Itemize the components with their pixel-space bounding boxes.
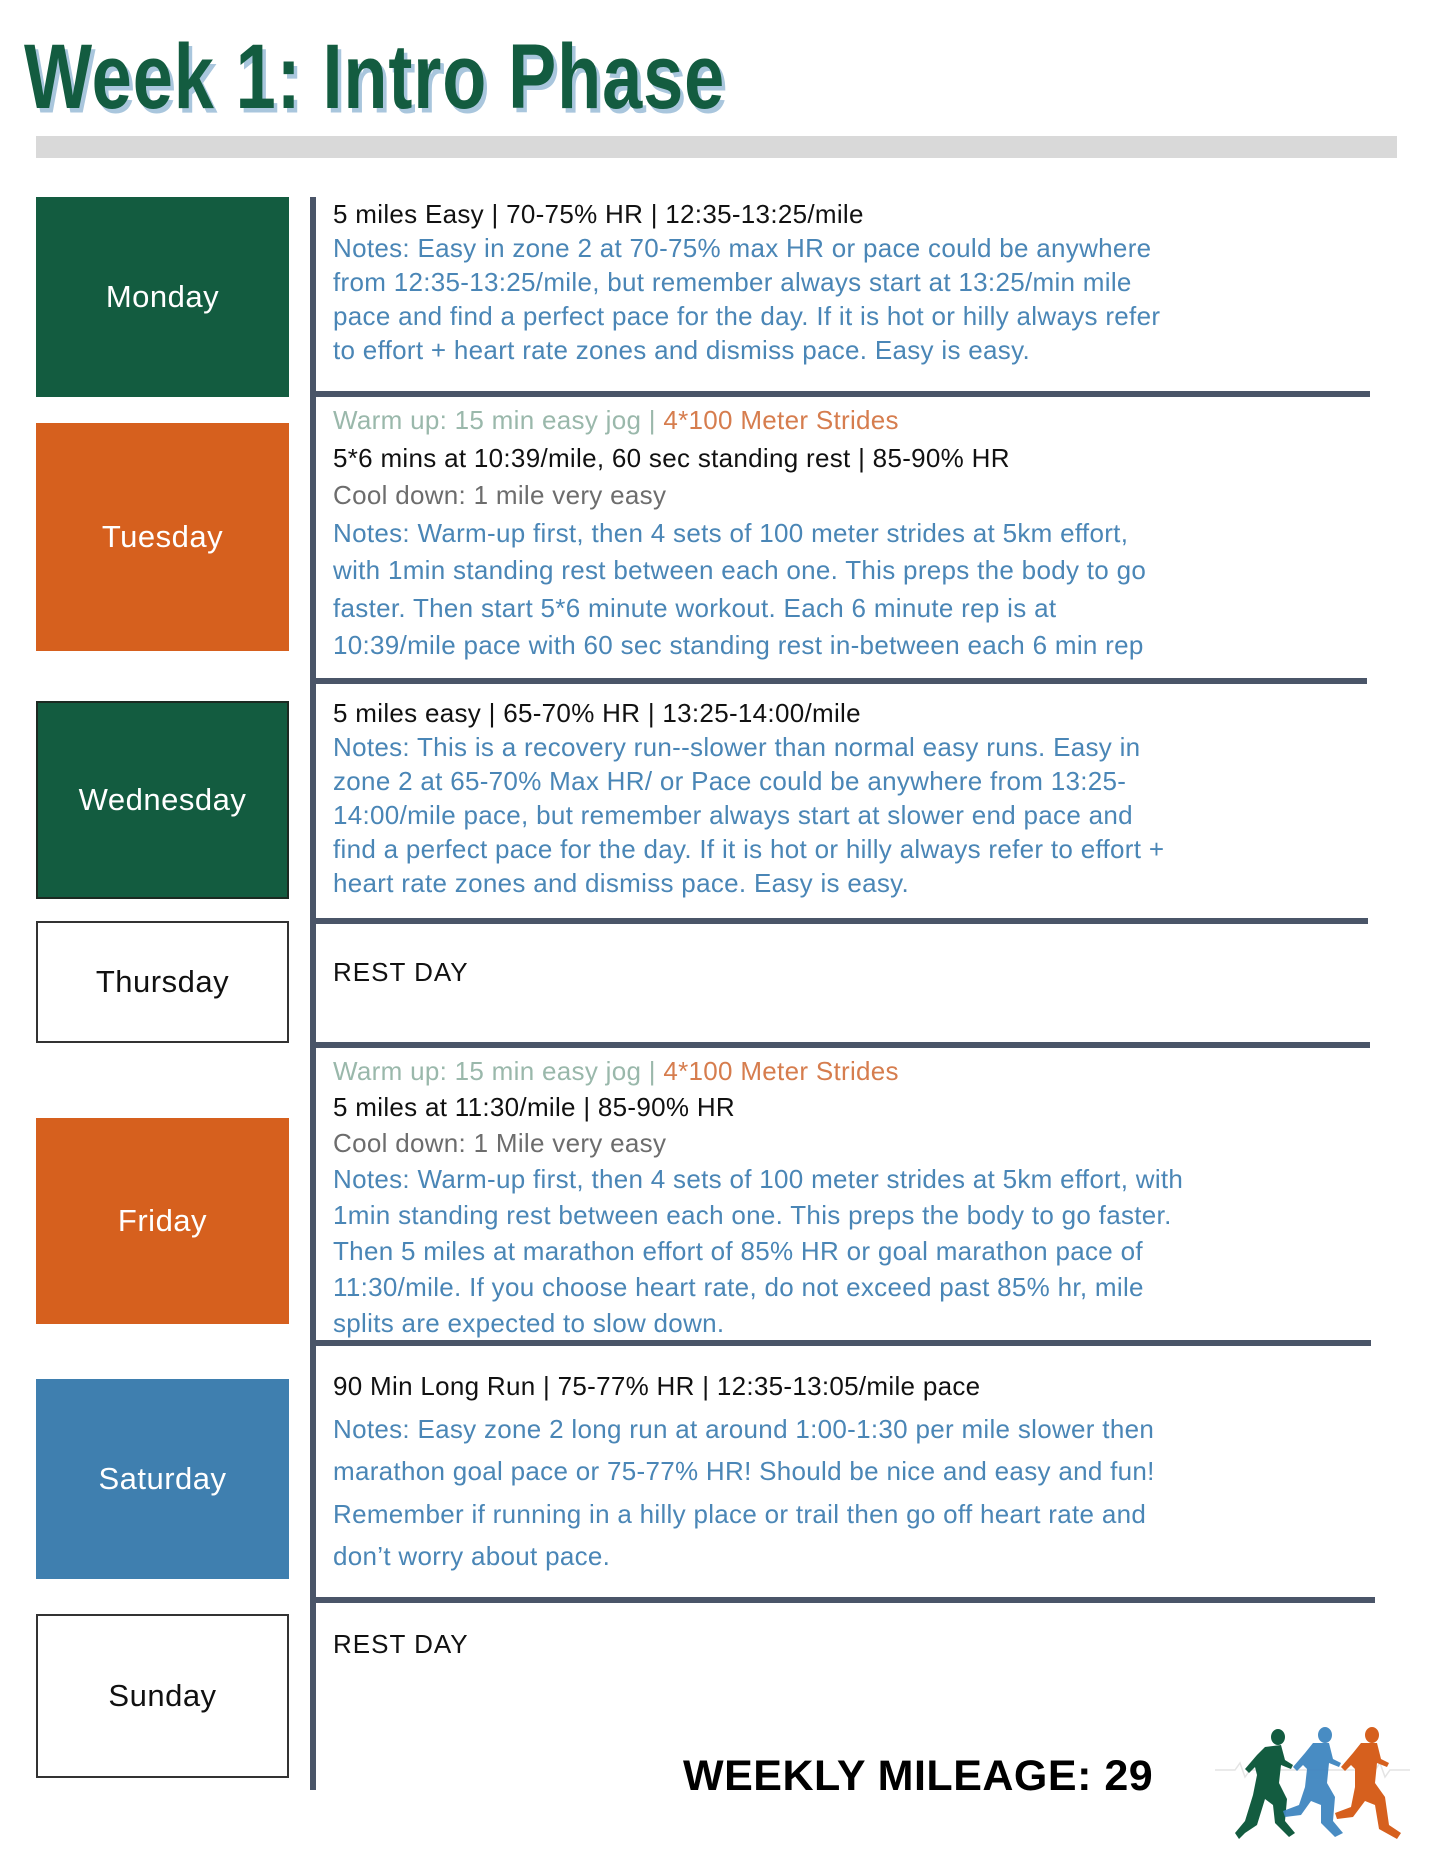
workout-notes-line: 1min standing rest between each one. This preps the body to go faster. <box>333 1200 1172 1230</box>
workout-summary: 5 miles at 11:30/mile | 85-90% HR <box>333 1092 736 1122</box>
divider-tuesday-wednesday <box>310 678 1367 684</box>
separator: | <box>648 405 664 435</box>
workout-wednesday <box>333 696 1393 900</box>
day-name: Sunday <box>108 1678 217 1713</box>
workout-notes-line: find a perfect pace for the day. If it is hot or hilly always refer to effort + <box>333 834 1165 864</box>
workout-notes-line: from 12:35-13:25/mile, but remember always start at 13:25/min mile <box>333 267 1132 297</box>
weekly-mileage: WEEKLY MILEAGE: 29 <box>683 1752 1154 1800</box>
workout-thursday <box>333 955 1393 989</box>
divider-monday-tuesday <box>310 391 1370 397</box>
cooldown-text: Cool down: 1 mile very easy <box>333 480 667 510</box>
day-name: Wednesday <box>78 782 247 817</box>
day-label-sunday <box>36 1614 289 1778</box>
workout-notes-line: Then 5 miles at marathon effort of 85% HR or goal marathon pace of <box>333 1236 1143 1266</box>
workout-summary: 5*6 mins at 10:39/mile, 60 sec standing rest | 85-90% HR <box>333 442 1010 473</box>
day-name: Saturday <box>98 1461 227 1496</box>
vertical-divider <box>310 197 316 1790</box>
workout-notes-line: 10:39/mile pace with 60 sec standing rest in-between each 6 min rep <box>333 630 1144 660</box>
day-label-tuesday <box>36 423 289 651</box>
day-label-thursday <box>36 921 289 1043</box>
day-label-monday <box>36 197 289 397</box>
workout-monday <box>333 197 1393 367</box>
title-area <box>24 22 924 132</box>
workout-summary: 5 miles Easy | 70-75% HR | 12:35-13:25/mile <box>333 199 864 229</box>
warmup-line <box>333 402 1393 440</box>
cooldown-text: Cool down: 1 Mile very easy <box>333 1128 667 1158</box>
workout-friday <box>333 1053 1393 1341</box>
workout-saturday <box>333 1365 1393 1578</box>
separator: | <box>648 1056 664 1086</box>
workout-notes-line: 14:00/mile pace, but remember always start at slower end pace and <box>333 800 1133 830</box>
workout-notes-line: zone 2 at 65-70% Max HR/ or Pace could be anywhere from 13:25- <box>333 766 1127 796</box>
workout-notes-line: with 1min standing rest between each one. This preps the body to go <box>333 555 1147 585</box>
workout-tuesday <box>333 402 1393 665</box>
workout-notes-line: Notes: Warm-up first, then 4 sets of 100 meter strides at 5km effort, <box>333 517 1129 548</box>
divider-thursday-friday <box>310 1042 1370 1048</box>
workout-notes-line: don’t worry about pace. <box>333 1541 611 1571</box>
warmup-text: Warm up: 15 min easy jog <box>333 405 649 435</box>
divider-wednesday-thursday <box>310 918 1368 924</box>
day-label-friday <box>36 1118 289 1324</box>
page-title: Week 1: Intro Phase <box>24 26 726 129</box>
workout-sunday <box>333 1627 1393 1661</box>
workout-notes-line: marathon goal pace or 75-77% HR! Should be nice and easy and fun! <box>333 1456 1155 1486</box>
day-name: Thursday <box>95 964 230 999</box>
workout-notes-line: faster. Then start 5*6 minute workout. Each 6 minute rep is at <box>333 592 1057 623</box>
workout-notes-line: Notes: This is a recovery run--slower than normal easy runs. Easy in <box>333 732 1141 762</box>
workout-notes-line: Notes: Easy zone 2 long run at around 1:00-1:30 per mile slower then <box>333 1413 1155 1444</box>
workout-notes-line: splits are expected to slow down. <box>333 1308 725 1338</box>
workout-notes-line: pace and find a perfect pace for the day. If it is hot or hilly always refer <box>333 301 1161 331</box>
title-underline-bar <box>36 136 1397 158</box>
warmup-text: Warm up: 15 min easy jog <box>333 1056 649 1086</box>
divider-saturday-sunday <box>310 1597 1375 1603</box>
day-name: Monday <box>105 279 220 314</box>
workout-notes-line: to effort + heart rate zones and dismiss pace. Easy is easy. <box>333 335 1030 365</box>
workout-notes-line: Notes: Easy in zone 2 at 70-75% max HR or pace could be anywhere <box>333 233 1152 263</box>
day-label-wednesday <box>36 701 289 899</box>
warmup-line <box>333 1053 1393 1089</box>
workout-summary: 90 Min Long Run | 75-77% HR | 12:35-13:05/mile pace <box>333 1371 981 1401</box>
day-name: Friday <box>117 1203 208 1238</box>
workout-notes-line: 11:30/mile. If you choose heart rate, do not exceed past 85% hr, mile <box>333 1272 1144 1302</box>
workout-notes-line: Remember if running in a hilly place or trail then go off heart rate and <box>333 1498 1147 1529</box>
rest-day-text: REST DAY <box>333 1629 469 1659</box>
day-label-saturday <box>36 1379 289 1579</box>
day-name: Tuesday <box>101 519 224 554</box>
workout-notes-line: heart rate zones and dismiss pace. Easy is easy. <box>333 868 910 898</box>
workout-notes-line: Notes: Warm-up first, then 4 sets of 100 meter strides at 5km effort, with <box>333 1164 1184 1194</box>
runners-icon <box>1215 1725 1410 1855</box>
strides-text: 4*100 Meter Strides <box>663 1056 899 1086</box>
workout-summary: 5 miles easy | 65-70% HR | 13:25-14:00/mile <box>333 698 861 728</box>
rest-day-text: REST DAY <box>333 957 469 987</box>
strides-text: 4*100 Meter Strides <box>663 405 899 435</box>
